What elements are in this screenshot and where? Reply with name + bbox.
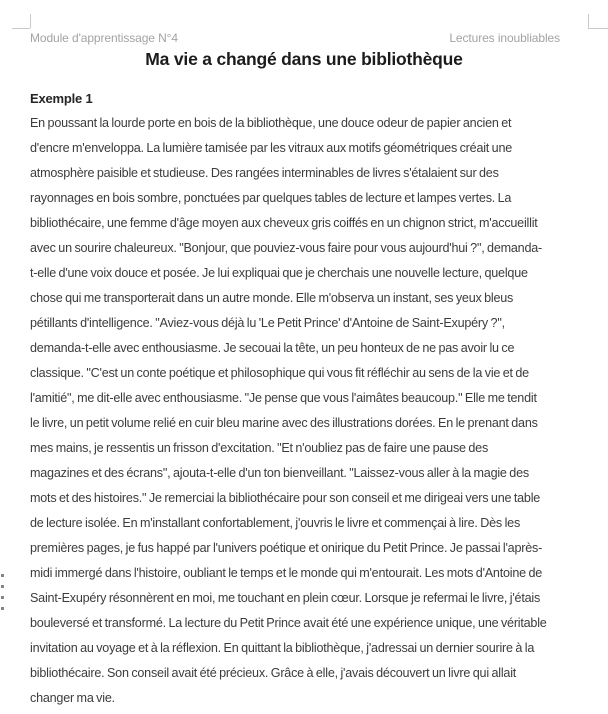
- left-edge-drag-handle[interactable]: [1, 574, 4, 610]
- margin-mark-line: [588, 28, 608, 29]
- story-paragraph: [30, 111, 578, 711]
- paragraph-line: pétillants d'intelligence. "Aviez-vous déjà lu 'Le Petit Prince' d'Antoine de Saint-Exupéry ?",: [30, 316, 505, 330]
- margin-mark-line: [30, 14, 31, 28]
- paragraph-line: t-elle d'une voix douce et posée. Je lui expliquai que je cherchais une nouvelle lecture, quelque: [30, 266, 528, 280]
- paragraph-line: d'encre m'enveloppa. La lumière tamisée par les vitraux aux motifs géométriques créait une: [30, 141, 513, 155]
- paragraph-line: avec un sourire chaleureux. "Bonjour, que pouviez-vous faire pour vous aujourd'hui ?", demanda-: [30, 241, 543, 255]
- section-heading: Exemple 1: [30, 91, 93, 106]
- paragraph-line: changer ma vie.: [30, 691, 115, 705]
- page-header: [30, 31, 578, 45]
- paragraph-line: midi immergé dans l'histoire, oubliant le temps et le monde qui m'entourait. Les mots d'Antoine de: [30, 566, 543, 580]
- paragraph-line: invitation au voyage et à la réflexion. En quittant la bibliothèque, j'adressai un dernier sourire à la: [30, 641, 535, 655]
- paragraph-line: chose qui me transporterait dans un autre monde. Elle m'observa un instant, ses yeux bleus: [30, 291, 514, 305]
- paragraph-line: de lecture isolée. En m'installant confortablement, j'ouvris le livre et commençai à lire. Dès les: [30, 516, 521, 530]
- paragraph-line: En poussant la lourde porte en bois de la bibliothèque, une douce odeur de papier ancien et: [30, 116, 512, 130]
- drag-dot-icon: [1, 607, 4, 610]
- paragraph-line: bibliothécaire, une femme d'âge moyen aux cheveux gris coiffés en un chignon strict, m'accueillit: [30, 216, 538, 230]
- drag-dot-icon: [1, 574, 4, 577]
- paragraph-line: mes mains, je ressentis un frisson d'excitation. "Et n'oubliez pas de faire une pause des: [30, 441, 489, 455]
- margin-mark-line: [12, 28, 30, 29]
- margin-mark-line: [588, 14, 589, 28]
- paragraph-line: bibliothécaire. Son conseil avait été précieux. Grâce à elle, j'avais découvert un livre qui allait: [30, 666, 517, 680]
- page-title: Ma vie a changé dans une bibliothèque: [145, 49, 463, 69]
- paragraph-line: demanda-t-elle avec enthousiasme. Je secouai la tête, un peu honteux de ne pas avoir lu ce: [30, 341, 515, 355]
- header-series-label: Lectures inoubliables: [449, 31, 560, 45]
- paragraph-line: atmosphère paisible et studieuse. Des rangées interminables de livres s'étalaient sur des: [30, 166, 499, 180]
- header-module-label: Module d'apprentissage N°4: [30, 31, 178, 45]
- paragraph-line: magazines et des écrans", ajouta-t-elle d'un ton bienveillant. "Laissez-vous aller à la magie des: [30, 466, 529, 480]
- paragraph-line: mots et des histoires." Je remerciai la bibliothécaire pour son conseil et me dirigeai vers une table: [30, 491, 541, 505]
- paragraph-line: Saint-Exupéry résonnèrent en moi, me touchant en plein cœur. Lorsque je refermai le livre, j'étais: [30, 591, 541, 605]
- paragraph-line: bouleversé et transformé. La lecture du Petit Prince avait été une expérience unique, une véritable: [30, 616, 547, 630]
- paragraph-line: le livre, un petit volume relié en cuir bleu marine avec des illustrations dorées. En le prenant dans: [30, 416, 538, 430]
- paragraph-line: classique. "C'est un conte poétique et philosophique qui vous fit réfléchir au sens de la vie et de: [30, 366, 529, 380]
- paragraph-line: premières pages, je fus happé par l'univers poétique et onirique du Petit Prince. Je passai l'après-: [30, 541, 543, 555]
- paragraph-line: rayonnages en bois sombre, ponctuées par quelques tables de lecture et lampes vertes. La: [30, 191, 512, 205]
- paragraph-line: l'amitié", me dit-elle avec enthousiasme. "Je pense que vous l'aimâtes beaucoup." Elle me tendit: [30, 391, 537, 405]
- drag-dot-icon: [1, 596, 4, 599]
- drag-dot-icon: [1, 585, 4, 588]
